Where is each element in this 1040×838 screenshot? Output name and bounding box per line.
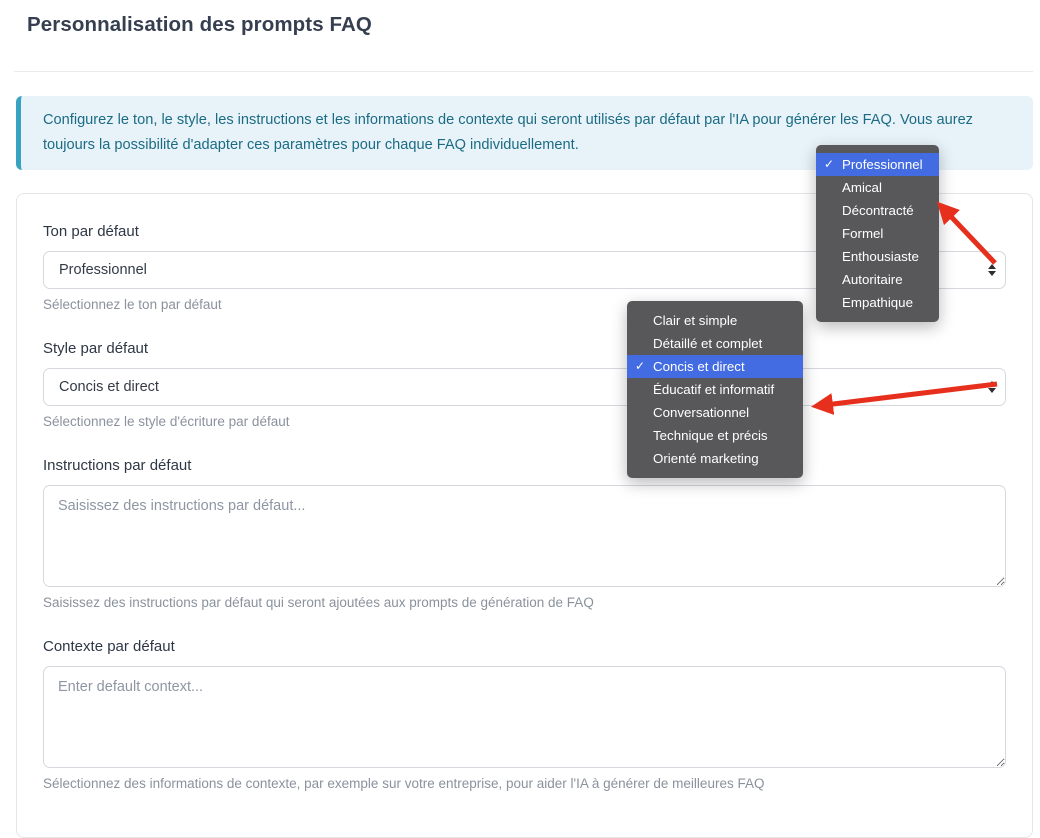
checkmark-icon: ✓: [635, 359, 646, 373]
menu-option-label: Concis et direct: [653, 359, 745, 374]
menu-option[interactable]: [816, 153, 939, 176]
menu-option[interactable]: [627, 424, 803, 447]
tone-select-value: Professionnel: [59, 262, 147, 278]
menu-option-label: Éducatif et informatif: [653, 382, 775, 397]
context-textarea[interactable]: [43, 666, 1006, 768]
instructions-field: [43, 457, 1006, 610]
menu-option[interactable]: [816, 268, 939, 291]
menu-option-label: Détaillé et complet: [653, 336, 763, 351]
info-banner-text: Configurez le ton, le style, les instructions et les informations de contexte qui seront utilisés par défaut par l'IA pour générer les FAQ. Vous aurez toujours la possibilité d'adapter ces paramètres pour chaque FAQ individuellement.: [43, 112, 973, 153]
menu-option[interactable]: [816, 291, 939, 314]
menu-option-label: Enthousiaste: [842, 249, 919, 264]
menu-option[interactable]: [816, 222, 939, 245]
menu-option[interactable]: [816, 176, 939, 199]
menu-option[interactable]: [627, 355, 803, 378]
checkmark-icon: ✓: [824, 157, 835, 171]
menu-option-label: Amical: [842, 180, 882, 195]
menu-option-label: Formel: [842, 226, 884, 241]
style-field: [43, 340, 1006, 429]
menu-option-label: Orienté marketing: [653, 451, 759, 466]
style-select-value: Concis et direct: [59, 379, 159, 395]
menu-option[interactable]: [627, 378, 803, 401]
tone-label: Ton par défaut: [43, 223, 139, 240]
style-helper: Sélectionnez le style d'écriture par défaut: [43, 414, 290, 429]
style-label: Style par défaut: [43, 340, 149, 357]
menu-option[interactable]: [627, 447, 803, 470]
menu-option[interactable]: [816, 199, 939, 222]
tone-helper: Sélectionnez le ton par défaut: [43, 297, 222, 312]
page-title: Personnalisation des prompts FAQ: [27, 13, 372, 36]
menu-option-label: Autoritaire: [842, 272, 903, 287]
menu-option-label: Technique et précis: [653, 428, 768, 443]
menu-option-label: Clair et simple: [653, 313, 738, 328]
select-caret-icon: [988, 381, 996, 393]
style-dropdown-menu: [627, 301, 803, 478]
menu-option-label: Décontracté: [842, 203, 914, 218]
menu-option-label: Conversationnel: [653, 405, 750, 420]
style-select[interactable]: [43, 368, 1006, 406]
menu-option[interactable]: [627, 309, 803, 332]
instructions-helper: Saisissez des instructions par défaut qui seront ajoutées aux prompts de génération de FAQ: [43, 595, 594, 610]
context-helper: Sélectionnez des informations de contexte, par exemple sur votre entreprise, pour aider l'IA à générer de meilleures FAQ: [43, 776, 765, 791]
menu-option[interactable]: [627, 401, 803, 424]
instructions-label: Instructions par défaut: [43, 457, 192, 474]
context-field: [43, 638, 1006, 791]
select-caret-icon: [988, 264, 996, 276]
menu-option[interactable]: [816, 245, 939, 268]
menu-option-label: Empathique: [842, 295, 913, 310]
menu-option[interactable]: [627, 332, 803, 355]
title-divider: [14, 71, 1033, 72]
tone-dropdown-menu: [816, 145, 939, 322]
context-label: Contexte par défaut: [43, 638, 175, 655]
menu-option-label: Professionnel: [842, 157, 923, 172]
instructions-textarea[interactable]: [43, 485, 1006, 587]
